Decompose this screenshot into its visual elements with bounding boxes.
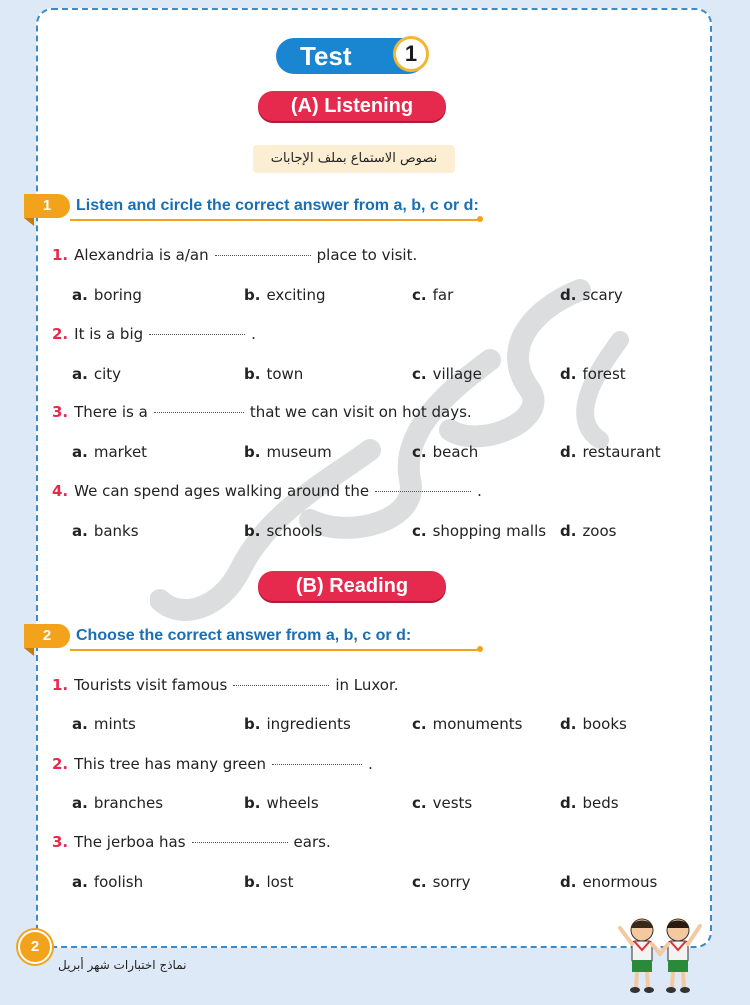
section-listening-pill: (A) Listening xyxy=(258,91,446,121)
option-a[interactable]: a. banks xyxy=(72,522,139,540)
item-number: 3. xyxy=(52,403,69,421)
stem-after: . xyxy=(368,755,373,773)
q1-item-2-stem xyxy=(52,325,256,343)
option-c[interactable]: c. far xyxy=(412,286,454,304)
badge-fold xyxy=(24,648,34,656)
answer-blank[interactable] xyxy=(215,254,311,256)
option-a[interactable]: a. branches xyxy=(72,794,164,812)
answer-blank[interactable] xyxy=(192,841,288,843)
answer-blank[interactable] xyxy=(233,684,329,686)
option-b[interactable]: b. town xyxy=(244,365,304,383)
listening-scripts-note: نصوص الاستماع بملف الإجابات xyxy=(253,145,455,173)
test-title: Test xyxy=(300,41,352,71)
stem-after: . xyxy=(251,325,256,343)
header-dot xyxy=(477,216,483,222)
option-d[interactable]: d. zoos xyxy=(560,522,617,540)
option-c[interactable]: c. beach xyxy=(412,443,479,461)
option-c[interactable]: c. village xyxy=(412,365,482,383)
q2-item-3-stem xyxy=(52,833,331,851)
footer-caption: نماذج اختبارات شهر أبريل xyxy=(58,958,187,972)
option-d[interactable]: d. beds xyxy=(560,794,619,812)
stem-before: It is a big xyxy=(74,325,144,343)
header-dot xyxy=(477,646,483,652)
stem-after: in Luxor. xyxy=(335,676,399,694)
option-a[interactable]: a. city xyxy=(72,365,122,383)
stem-after: that we can visit on hot days. xyxy=(249,403,472,421)
option-d[interactable]: d. restaurant xyxy=(560,443,661,461)
question-2-instruction: Choose the correct answer from a, b, c or d: xyxy=(76,627,412,644)
item-number: 4. xyxy=(52,482,69,500)
answer-blank[interactable] xyxy=(149,333,245,335)
option-d[interactable]: d. books xyxy=(560,715,627,733)
option-a[interactable]: a. market xyxy=(72,443,148,461)
item-number: 2. xyxy=(52,325,69,343)
option-b[interactable]: b. schools xyxy=(244,522,323,540)
section-reading-pill: (B) Reading xyxy=(258,571,446,601)
option-d[interactable]: d. forest xyxy=(560,365,626,383)
option-c[interactable]: c. shopping malls xyxy=(412,522,547,540)
answer-blank[interactable] xyxy=(154,411,244,413)
stem-after: . xyxy=(477,482,482,500)
option-b[interactable]: b. ingredients xyxy=(244,715,351,733)
option-b[interactable]: b. museum xyxy=(244,443,332,461)
header-underline xyxy=(70,649,480,651)
option-a[interactable]: a. mints xyxy=(72,715,136,733)
stem-before: This tree has many green xyxy=(74,755,267,773)
stem-before: We can spend ages walking around the xyxy=(74,482,370,500)
q1-item-1-stem xyxy=(52,246,417,264)
stem-before: Alexandria is a/an xyxy=(74,246,209,264)
q2-item-1-stem xyxy=(52,676,399,694)
question-1-instruction: Listen and circle the correct answer from a, b, c or d: xyxy=(76,197,479,214)
question-2-header xyxy=(24,624,514,650)
option-c[interactable]: c. monuments xyxy=(412,715,523,733)
q1-item-4-stem xyxy=(52,482,482,500)
question-2-badge: 2 xyxy=(24,624,70,648)
badge-fold xyxy=(24,218,34,226)
option-a[interactable]: a. foolish xyxy=(72,873,144,891)
item-number: 3. xyxy=(52,833,69,851)
answer-blank[interactable] xyxy=(375,490,471,492)
stem-before: There is a xyxy=(74,403,148,421)
option-d[interactable]: d. enormous xyxy=(560,873,658,891)
q2-item-2-stem xyxy=(52,755,373,773)
stem-after: ears. xyxy=(293,833,331,851)
stem-before: Tourists visit famous xyxy=(74,676,228,694)
option-b[interactable]: b. lost xyxy=(244,873,294,891)
option-b[interactable]: b. wheels xyxy=(244,794,319,812)
option-d[interactable]: d. scary xyxy=(560,286,623,304)
option-b[interactable]: b. exciting xyxy=(244,286,326,304)
test-number-badge: 1 xyxy=(393,36,429,72)
kids-illustration-icon xyxy=(612,910,708,995)
stem-after: place to visit. xyxy=(316,246,418,264)
page-number-badge: 2 xyxy=(18,930,52,964)
stem-before: The jerboa has xyxy=(74,833,186,851)
item-number: 2. xyxy=(52,755,69,773)
header-underline xyxy=(70,219,480,221)
option-a[interactable]: a. boring xyxy=(72,286,142,304)
option-c[interactable]: c. vests xyxy=(412,794,473,812)
option-c[interactable]: c. sorry xyxy=(412,873,471,891)
question-1-header xyxy=(24,194,514,220)
answer-blank[interactable] xyxy=(272,763,362,765)
item-number: 1. xyxy=(52,676,69,694)
q1-item-3-stem xyxy=(52,403,472,421)
item-number: 1. xyxy=(52,246,69,264)
question-1-badge: 1 xyxy=(24,194,70,218)
